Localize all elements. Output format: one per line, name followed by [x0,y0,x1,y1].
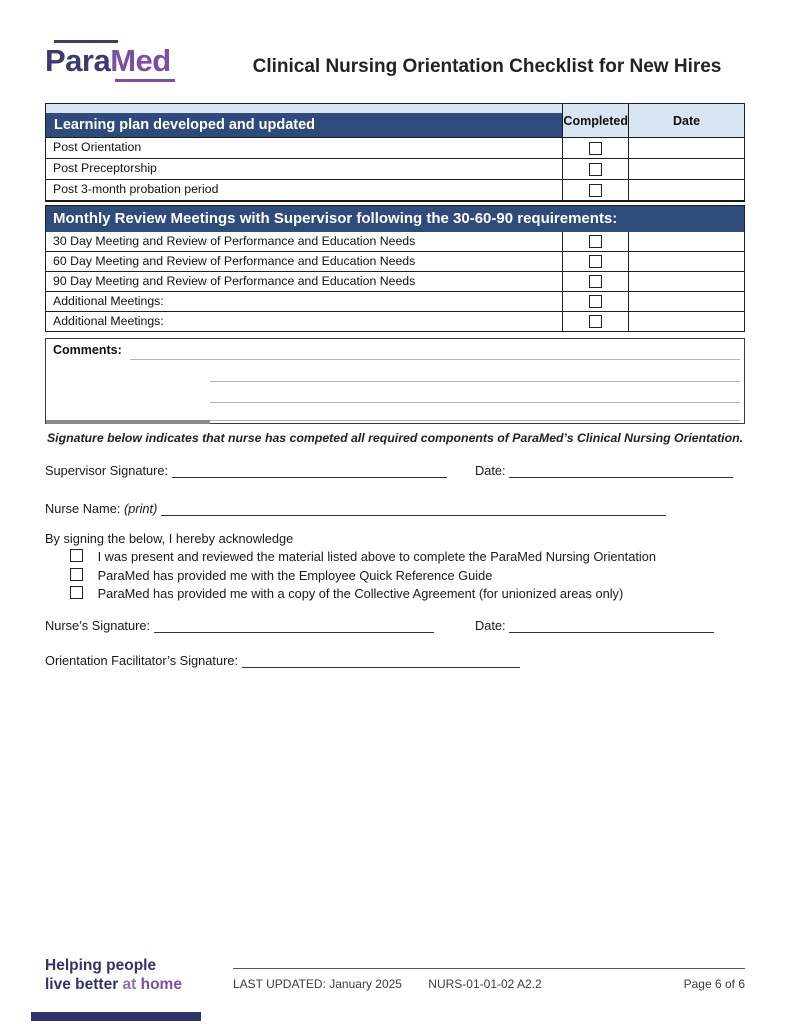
learning-plan-header-row [46,104,744,137]
checklist-tables [45,103,745,332]
date-column-header: Date [628,104,744,137]
checkbox[interactable] [589,235,602,248]
checkbox[interactable] [70,549,83,562]
logo-text-para: Para [45,43,111,78]
brand-tagline [45,957,182,994]
nurse-name-row [45,501,666,516]
acknowledge-item-label: ParaMed has provided me with a copy of the Collective Agreement (for unionized areas only) [97,586,624,601]
completed-cell [562,138,628,158]
logo-bottom-rule [115,79,175,82]
checkbox[interactable] [589,255,602,268]
row-label: Additional Meetings: [53,314,164,328]
row-label: 60 Day Meeting and Review of Performance and Education Needs [53,254,416,268]
acknowledge-item-label: I was present and reviewed the material listed above to complete the ParaMed Nursing Orientation [97,549,656,564]
comments-writing-line[interactable] [210,402,740,403]
monthly-review-header: Monthly Review Meetings with Supervisor following the 30-60-90 requirements: [46,206,744,232]
checkbox[interactable] [589,142,602,155]
comments-label: Comments: [53,343,122,357]
checkbox[interactable] [589,184,602,197]
supervisor-date-label: Date: [475,463,506,478]
table-row [46,158,744,179]
comments-thick-border [46,420,210,424]
monthly-review-table [45,205,745,332]
page-title: Clinical Nursing Orientation Checklist for New Hires [252,56,722,77]
nurse-name-line[interactable] [161,502,666,516]
acknowledge-item [70,586,623,601]
brand-footer-bar [31,1012,201,1021]
nurse-signature-label: Nurse’s Signature: [45,618,151,633]
comments-box [45,338,745,424]
supervisor-date-row [475,463,733,478]
facilitator-signature-row [45,653,520,668]
checkbox[interactable] [70,568,83,581]
footer-page-number: Page 6 of 6 [683,977,745,991]
nurse-name-label: Nurse Name: [45,501,121,516]
footer-doc-code: NURS-01-01-02 A2.2 [428,977,542,991]
paramed-logo [45,40,185,82]
acknowledge-intro: By signing the below, I hereby acknowledge [45,531,294,546]
completed-cell [562,159,628,179]
facilitator-signature-label: Orientation Facilitator’s Signature: [45,653,238,668]
signature-note: Signature below indicates that nurse has competed all required components of ParaMed’s Clinical Nursing Orientation. [46,431,744,445]
supervisor-signature-row [45,463,447,478]
completed-cell [562,312,628,331]
brand-tagline-line1: Helping people [45,957,157,974]
table-row [46,232,744,251]
date-cell[interactable] [628,180,744,200]
learning-plan-table [45,103,745,202]
supervisor-signature-line[interactable] [172,464,447,478]
row-label: Post Orientation [53,140,142,154]
logo-wordmark [45,43,185,79]
nurse-signature-row [45,618,434,633]
table-row [46,179,744,200]
date-cell[interactable] [628,138,744,158]
brand-tagline-home: home [140,975,182,993]
completed-cell [562,272,628,291]
comments-writing-line[interactable] [210,381,740,382]
comments-writing-line[interactable] [130,359,740,360]
table-row [46,137,744,158]
acknowledge-item [70,549,656,564]
checkbox[interactable] [589,315,602,328]
completed-cell [562,232,628,251]
supervisor-date-line[interactable] [509,464,733,478]
supervisor-signature-label: Supervisor Signature: [45,463,169,478]
acknowledge-item [70,568,492,583]
footer-rule [233,968,745,969]
date-cell[interactable] [628,272,744,291]
table-row [46,271,744,291]
brand-tagline-live-better: live better [45,975,123,993]
table-row [46,291,744,311]
date-cell[interactable] [628,292,744,311]
comments-writing-line[interactable] [210,420,740,421]
nurse-name-print-hint: (print) [123,501,158,516]
checkbox[interactable] [589,163,602,176]
date-cell[interactable] [628,232,744,251]
row-label: 90 Day Meeting and Review of Performance and Education Needs [53,274,416,288]
completed-cell [562,252,628,271]
checkbox[interactable] [70,586,83,599]
table-row [46,251,744,271]
facilitator-signature-line[interactable] [242,654,520,668]
nurse-signature-line[interactable] [154,619,434,633]
learning-plan-header-label: Learning plan developed and updated [46,113,562,137]
row-label: Additional Meetings: [53,294,164,308]
brand-tagline-at: at [122,975,141,993]
checkbox[interactable] [589,275,602,288]
row-label: Post Preceptorship [53,161,157,175]
completed-cell [562,292,628,311]
nurse-date-row [475,618,714,633]
completed-column-header: Completed [562,104,628,137]
logo-text-med: Med [110,43,171,78]
checkbox[interactable] [589,295,602,308]
header-light-strip [46,104,562,113]
date-cell[interactable] [628,312,744,331]
row-label: Post 3-month probation period [53,182,219,196]
nurse-date-line[interactable] [509,619,714,633]
date-cell[interactable] [628,252,744,271]
completed-cell [562,180,628,200]
date-cell[interactable] [628,159,744,179]
table-row [46,311,744,331]
learning-plan-header-cell [46,104,562,137]
brand-tagline-line2 [45,976,182,995]
nurse-date-label: Date: [475,618,506,633]
footer-last-updated: LAST UPDATED: January 2025 [233,977,402,991]
row-label: 30 Day Meeting and Review of Performance and Education Needs [53,234,416,248]
acknowledge-item-label: ParaMed has provided me with the Employee Quick Reference Guide [97,568,493,583]
